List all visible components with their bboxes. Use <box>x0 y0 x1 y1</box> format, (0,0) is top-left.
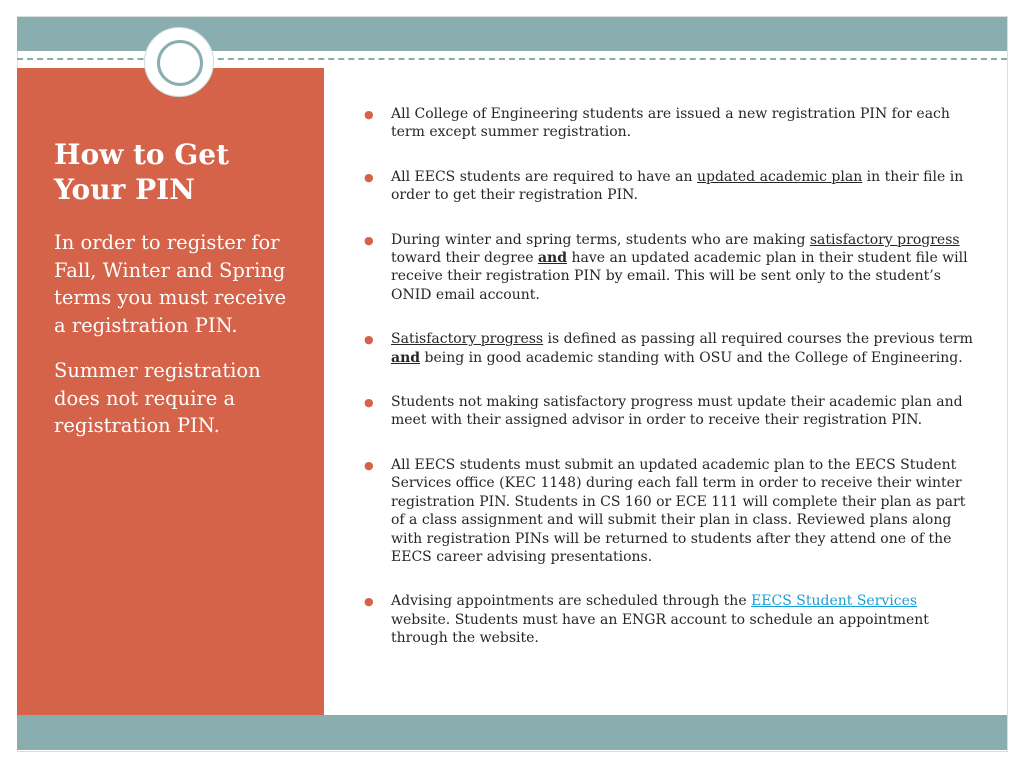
bullet-list <box>364 105 976 674</box>
satisfactory-progress-definition-link[interactable]: Satisfactory progress <box>391 331 544 348</box>
bullet-text-pre: All EECS students are required to have an <box>391 168 697 185</box>
emphasis-and: and <box>537 250 568 267</box>
bullet-icon: ● <box>364 233 374 247</box>
bullet-icon: ● <box>364 333 374 347</box>
bullet-item-1 <box>364 105 976 142</box>
intro-paragraph-2: Summer registration does not require a registration PIN. <box>54 359 261 437</box>
bullet-item-7 <box>364 592 976 647</box>
intro-paragraph-1: In order to register for Fall, Winter and Spring terms you must receive a registration PIN. <box>54 231 287 337</box>
bullet-icon: ● <box>364 108 374 121</box>
bullet-text: All EECS students must submit an updated academic plan to the EECS Student Services office (KEC 1148) during each fall term in order to receive their winter registration PIN. Students in CS 160 or ECE 111 will complete their plan as part of a class assignment and will submit their plan in class. Reviewed plans along with registration PINs will be returned to students after they attend one of the EECS career advising presentations. <box>391 456 966 565</box>
bullet-text-post: have an updated academic plan in their student file will receive their registration PIN by email. This will be sent only to the student’s ONID email account. <box>391 250 968 303</box>
bullet-item-3 <box>364 231 976 305</box>
bullet-icon: ● <box>364 170 374 184</box>
slide-title: How to Get Your PIN <box>54 138 229 206</box>
bottom-band <box>17 715 1007 750</box>
bullet-item-2 <box>364 168 976 205</box>
bullet-text-post: being in good academic standing with OSU and the College of Engineering. <box>420 349 963 366</box>
bullet-text-post: website. Students must have an ENGR account to schedule an appointment through the website. <box>391 611 929 647</box>
bullet-item-4 <box>364 330 976 367</box>
bullet-item-6 <box>364 456 976 566</box>
emphasis-and: and <box>391 349 421 366</box>
bullet-text-pre: Advising appointments are scheduled through the <box>391 593 752 610</box>
bullet-text-mid: toward their degree <box>391 250 538 267</box>
bullet-text-mid: is defined as passing all required courses the previous term <box>543 331 973 348</box>
bullet-icon: ● <box>364 595 374 609</box>
bullet-icon: ● <box>364 458 374 472</box>
bullet-icon: ● <box>364 396 374 410</box>
bullet-text: All College of Engineering students are issued a new registration PIN for each term except summer registration. <box>391 106 950 141</box>
bullet-item-5 <box>364 393 976 430</box>
ring-ornament-inner <box>157 40 203 86</box>
updated-academic-plan-link[interactable]: updated academic plan <box>696 168 863 185</box>
bullet-text-post: in their file in order to get their registration PIN. <box>391 168 964 204</box>
bullet-text: Students not making satisfactory progress must update their academic plan and meet with their assigned advisor in order to receive their registration PIN. <box>391 394 963 429</box>
eecs-student-services-link[interactable]: EECS Student Services <box>751 593 918 610</box>
satisfactory-progress-link[interactable]: satisfactory progress <box>809 231 960 248</box>
bullet-text-pre: During winter and spring terms, students who are making <box>391 231 810 248</box>
